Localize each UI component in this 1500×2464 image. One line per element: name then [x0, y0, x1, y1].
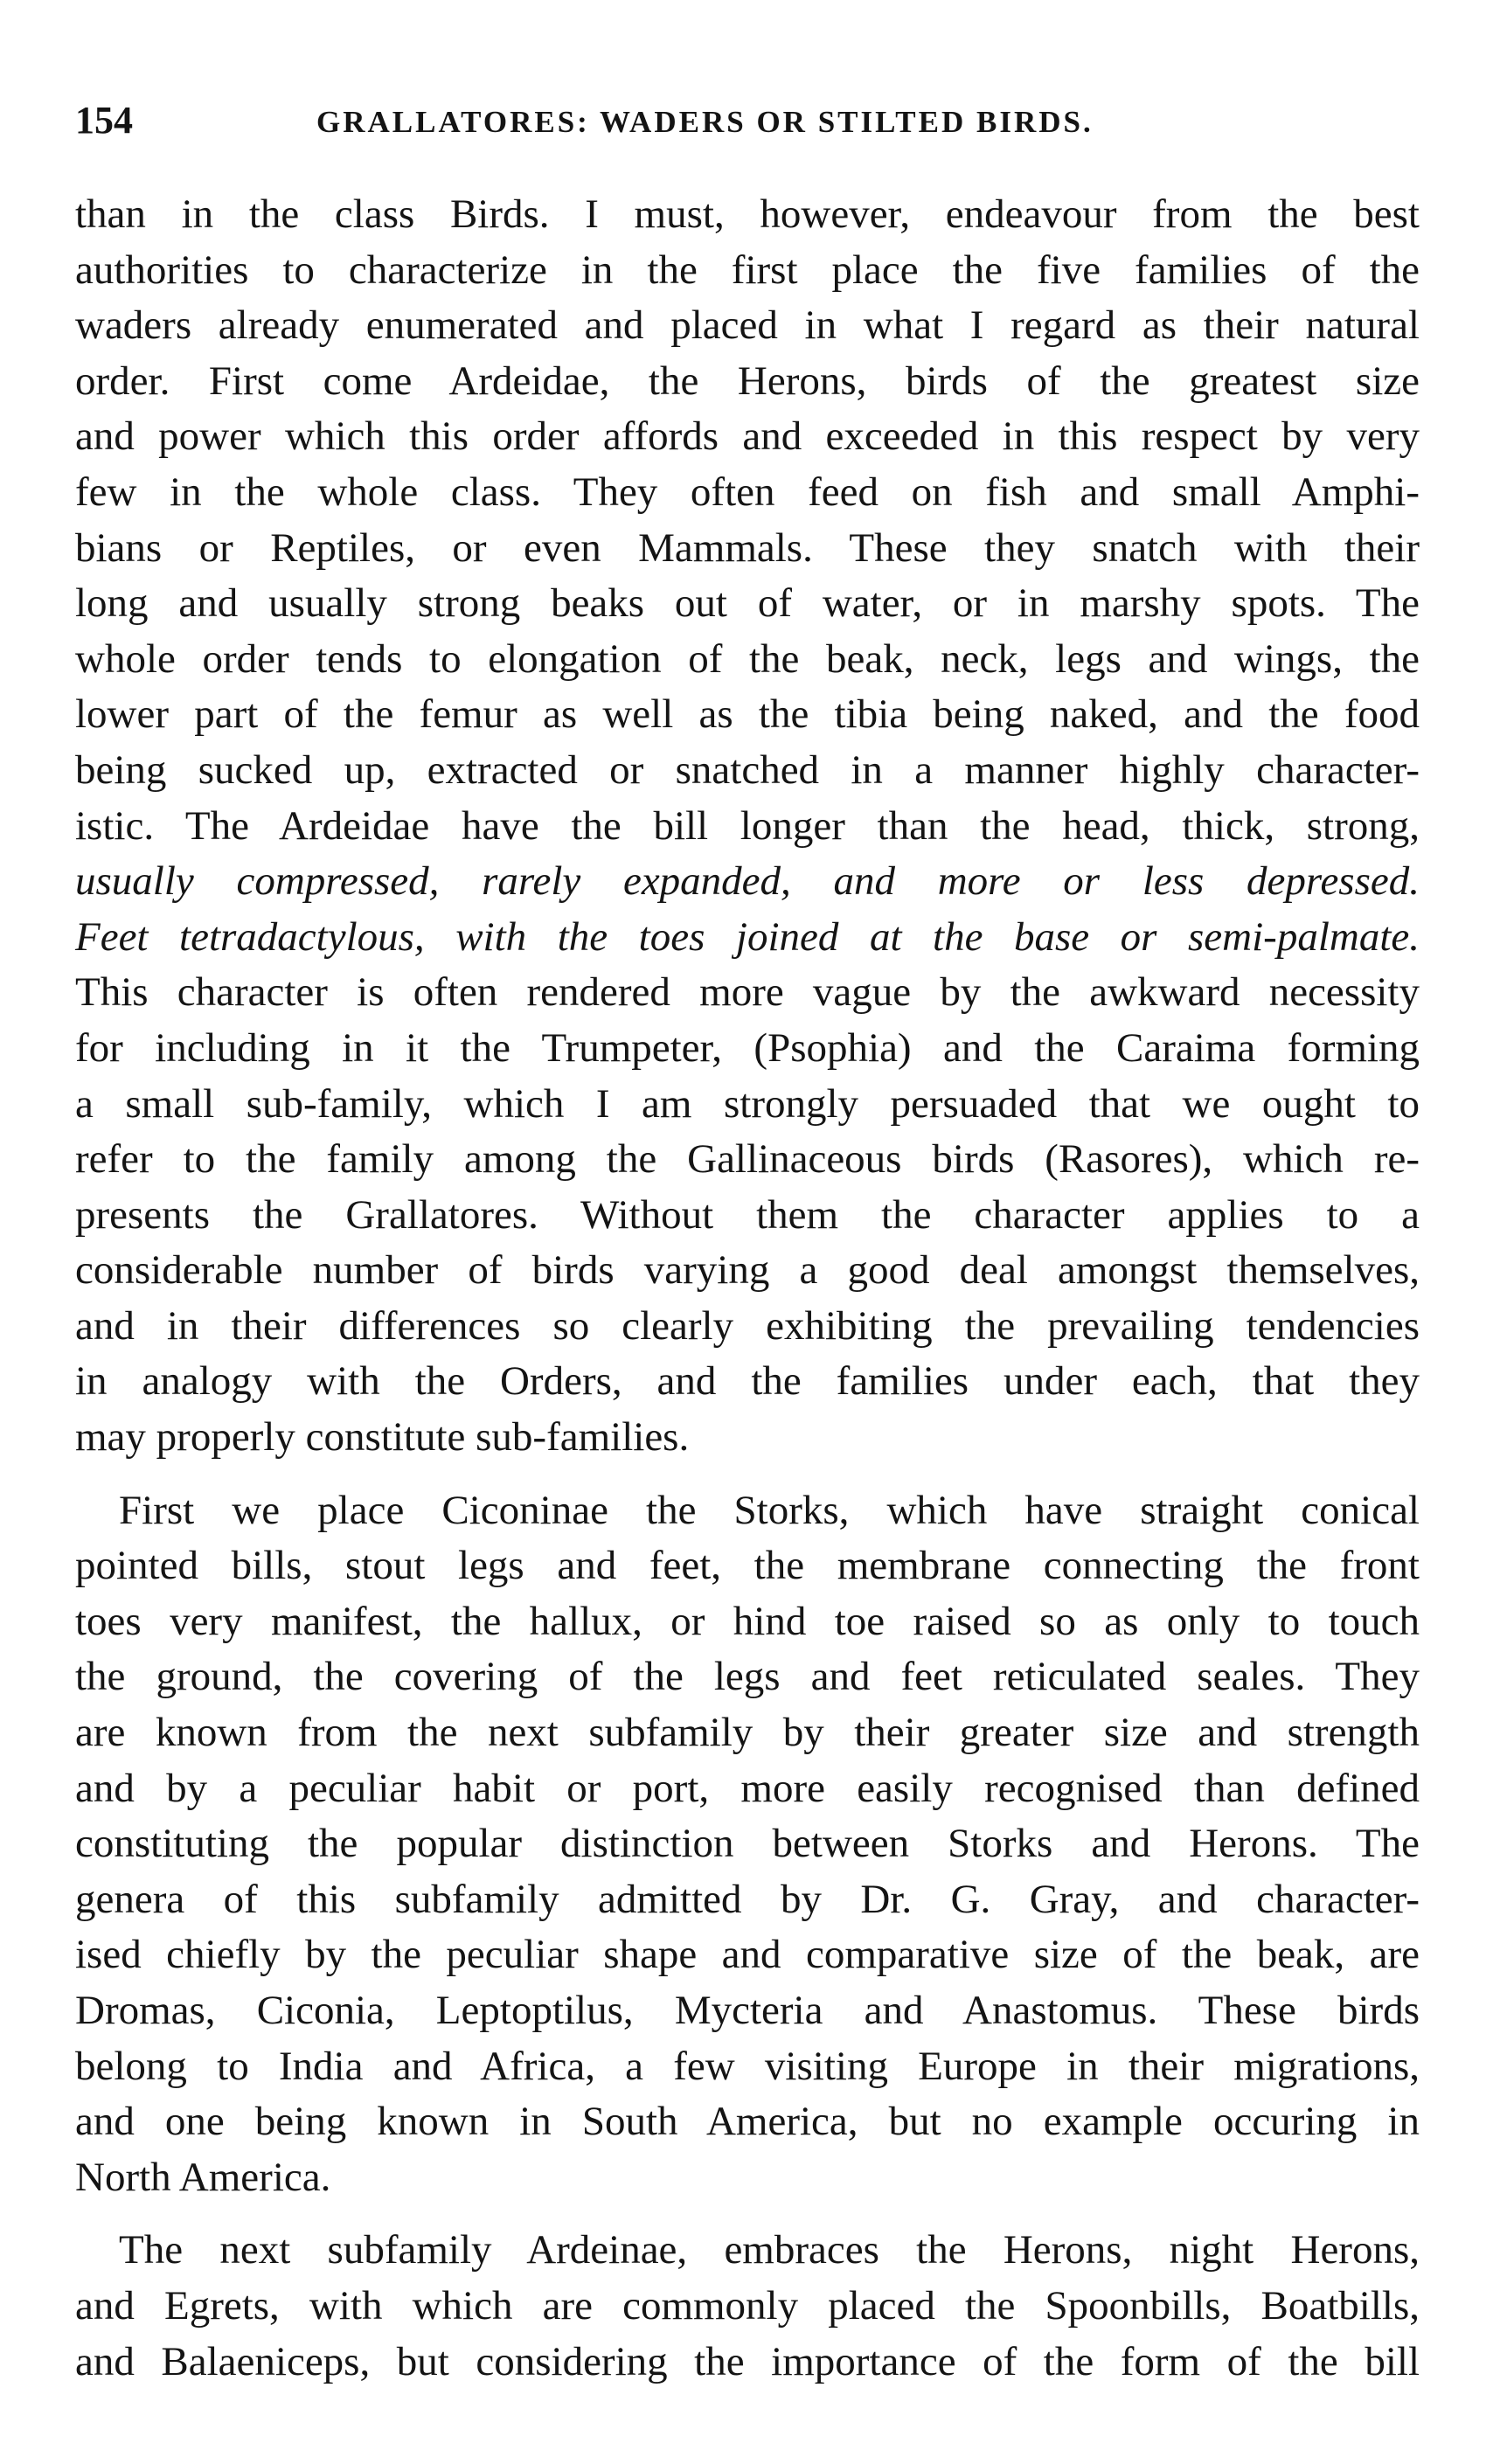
- text-line: Dromas, Ciconia, Leptoptilus, Mycteria and Anastomus. These birds: [75, 1988, 1420, 2033]
- text-line: than in the class Birds. I must, however, endeavour from the best: [75, 191, 1420, 237]
- text-line: and Balaeniceps, but considering the importance of the form of the bill: [75, 2338, 1420, 2384]
- text-line: order. First come Ardeidae, the Herons, birds of the greatest size: [75, 357, 1420, 404]
- text-line: in analogy with the Orders, and the families under each, that they: [75, 1358, 1420, 1405]
- text-line: whole order tends to elongation of the beak, neck, legs and wings, the: [75, 635, 1420, 682]
- text-line: long and usually strong beaks out of water, or in marshy spots. The: [75, 580, 1420, 627]
- text-line: belong to India and Africa, a few visiting Europe in their migrations,: [75, 2043, 1420, 2089]
- text-line: constituting the popular distinction between Storks and Herons. The: [75, 1821, 1420, 1867]
- text-line: ised chiefly by the peculiar shape and comparative size of the beak, are: [75, 1932, 1420, 1978]
- text-line: and power which this order affords and exceeded in this respect by very: [75, 413, 1420, 460]
- text-line: North America.: [75, 2154, 331, 2200]
- text-line: authorities to characterize in the first place the five families of the: [75, 246, 1420, 293]
- text-line: refer to the family among the Gallinaceous birds (Rasores), which re-: [75, 1136, 1420, 1183]
- text-line: presents the Grallatores. Without them the character applies to a: [75, 1191, 1420, 1238]
- text-line: This character is often rendered more vague by the awkward necessity: [75, 969, 1420, 1016]
- paragraph-3: [75, 2223, 1420, 2390]
- text-line: the ground, the covering of the legs and feet reticulated seales. They: [75, 1654, 1420, 1700]
- text-line-indented: [75, 2223, 1420, 2279]
- running-title: GRALLATORES: WADERS OR STILTED BIRDS.: [316, 105, 1094, 139]
- text-line-content: First we place Ciconinae the Storks, which have straight conical: [119, 1487, 1420, 1533]
- text-line: genera of this subfamily admitted by Dr. G. Gray, and character-: [75, 1876, 1420, 1922]
- text-line: for including in it the Trumpeter, (Psophia) and the Caraima forming: [75, 1024, 1420, 1071]
- text-line: considerable number of birds varying a good deal amongst themselves,: [75, 1247, 1420, 1294]
- text-line-indented: [75, 1483, 1420, 1539]
- text-line: waders already enumerated and placed in what I regard as their natural: [75, 302, 1420, 349]
- page-number: 154: [75, 99, 133, 142]
- text-line: pointed bills, stout legs and feet, the membrane connecting the front: [75, 1543, 1420, 1589]
- body-text: [75, 187, 1420, 2390]
- text-line: toes very manifest, the hallux, or hind toe raised so as only to touch: [75, 1598, 1420, 1644]
- text-line: istic. The Ardeidae have the bill longer than the head, thick, strong,: [75, 802, 1420, 849]
- text-line: a small sub-family, which I am strongly persuaded that we ought to: [75, 1080, 1420, 1127]
- text-line-italic: usually compressed, rarely expanded, and more or less depressed.: [75, 858, 1420, 905]
- paragraph-2: [75, 1483, 1420, 2206]
- text-line-italic: Feet tetradactylous, with the toes joined at the base or semi-palmate.: [75, 913, 1420, 960]
- book-page: [75, 94, 1420, 2390]
- text-line: being sucked up, extracted or snatched in a manner highly character-: [75, 746, 1420, 793]
- running-head: [75, 94, 1420, 147]
- text-line: and in their differences so clearly exhibiting the prevailing tendencies: [75, 1302, 1420, 1349]
- paragraph-1: [75, 187, 1420, 1466]
- text-line: may properly constitute sub-families.: [75, 1414, 690, 1461]
- text-line: bians or Reptiles, or even Mammals. These they snatch with their: [75, 524, 1420, 571]
- text-line: are known from the next subfamily by their greater size and strength: [75, 1710, 1420, 1756]
- text-line: and Egrets, with which are commonly placed the Spoonbills, Boatbills,: [75, 2282, 1420, 2329]
- text-line-content: The next subfamily Ardeinae, embraces the Herons, night Herons,: [119, 2227, 1420, 2273]
- text-line: and one being known in South America, but no example occuring in: [75, 2099, 1420, 2145]
- text-line: and by a peculiar habit or port, more easily recognised than defined: [75, 1765, 1420, 1811]
- text-line: lower part of the femur as well as the tibia being naked, and the food: [75, 691, 1420, 738]
- text-line: few in the whole class. They often feed on fish and small Amphi-: [75, 469, 1420, 515]
